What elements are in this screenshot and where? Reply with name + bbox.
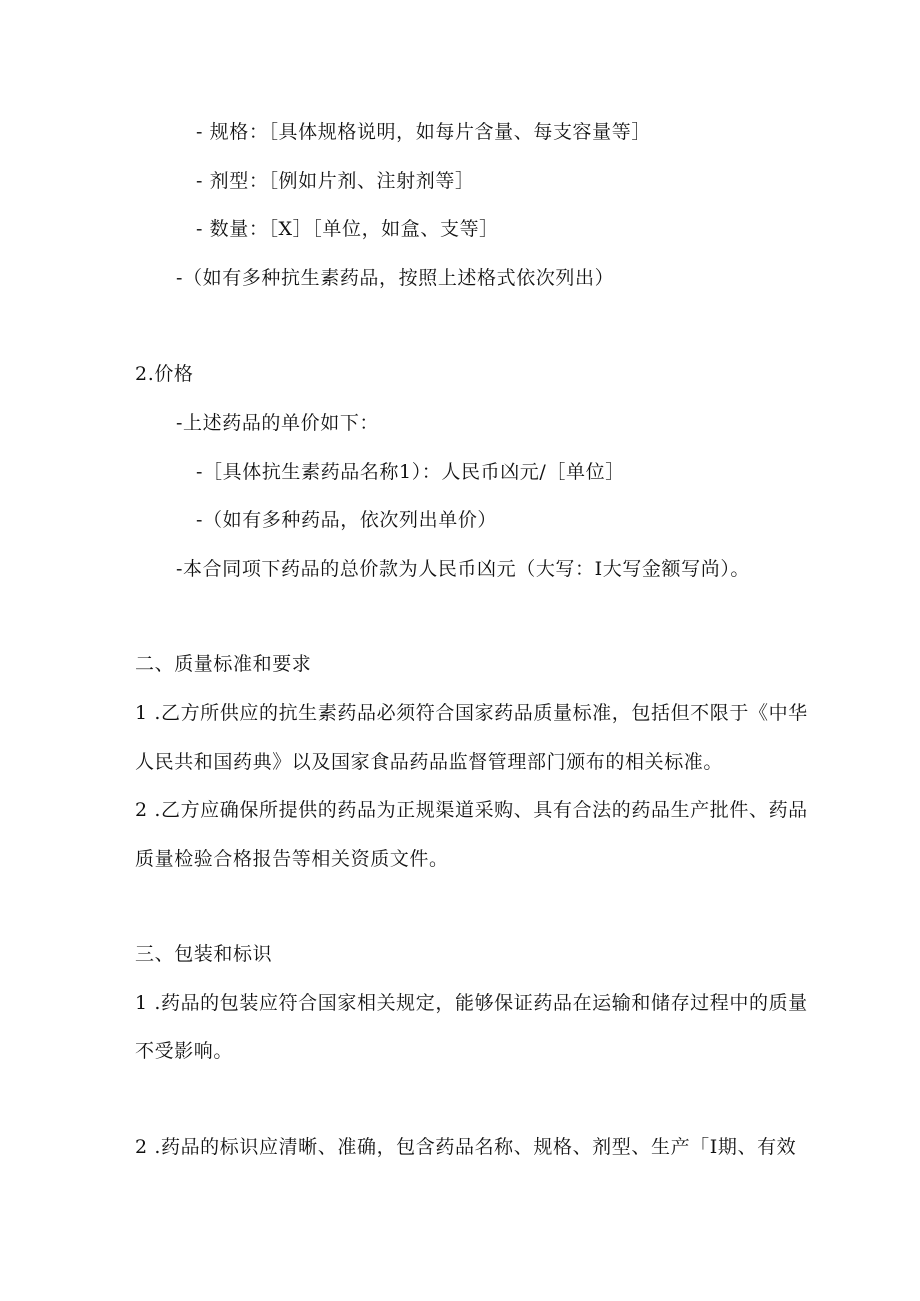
packaging-heading: 三、包装和标识 [135,943,273,965]
packaging-item-1-line-2: 不受影响。 [135,1040,234,1062]
quality-item-1-line-2: 人民共和国药典》以及国家食品药品监督管理部门颁布的相关标准。 [135,751,724,773]
quality-item-2-line-2: 质量检验合格报告等相关资质文件。 [135,848,449,870]
quality-item-1-line-1: 1 .乙方所供应的抗生素药品必须符合国家药品质量标准，包括但不限于《中华 [135,702,808,724]
quality-heading: 二、质量标准和要求 [135,653,312,675]
multiple-price-note: -（如有多种药品，依次列出单价） [196,509,498,531]
multiple-drugs-note: -（如有多种抗生素药品，按照上述格式依次列出） [176,267,615,289]
spec-item: - 规格：［具体规格说明，如每片含量、每支容量等］ [196,121,651,143]
dosage-form-item: - 剂型：［例如片剂、注射剂等］ [196,170,475,192]
total-price-line: -本合同项下药品的总价款为人民币凶元（大写：I大写金额写尚）。 [176,558,751,580]
price-intro: -上述药品的单价如下： [176,412,380,434]
quality-item-2-line-1: 2 .乙方应确保所提供的药品为正规渠道采购、具有合法的药品生产批件、药品 [135,799,808,821]
price-heading: 2.价格 [135,363,194,385]
packaging-item-1-line-1: 1 .药品的包装应符合国家相关规定，能够保证药品在运输和储存过程中的质量 [135,992,808,1014]
packaging-item-2-line-1: 2 .药品的标识应清晰、准确，包含药品名称、规格、剂型、生产「I期、有效 [135,1136,797,1158]
unit-price-line: -［具体抗生素药品名称1）：人民币凶元/［单位］ [196,461,625,483]
quantity-item: - 数量：［X］［单位，如盒、支等］ [196,218,499,240]
